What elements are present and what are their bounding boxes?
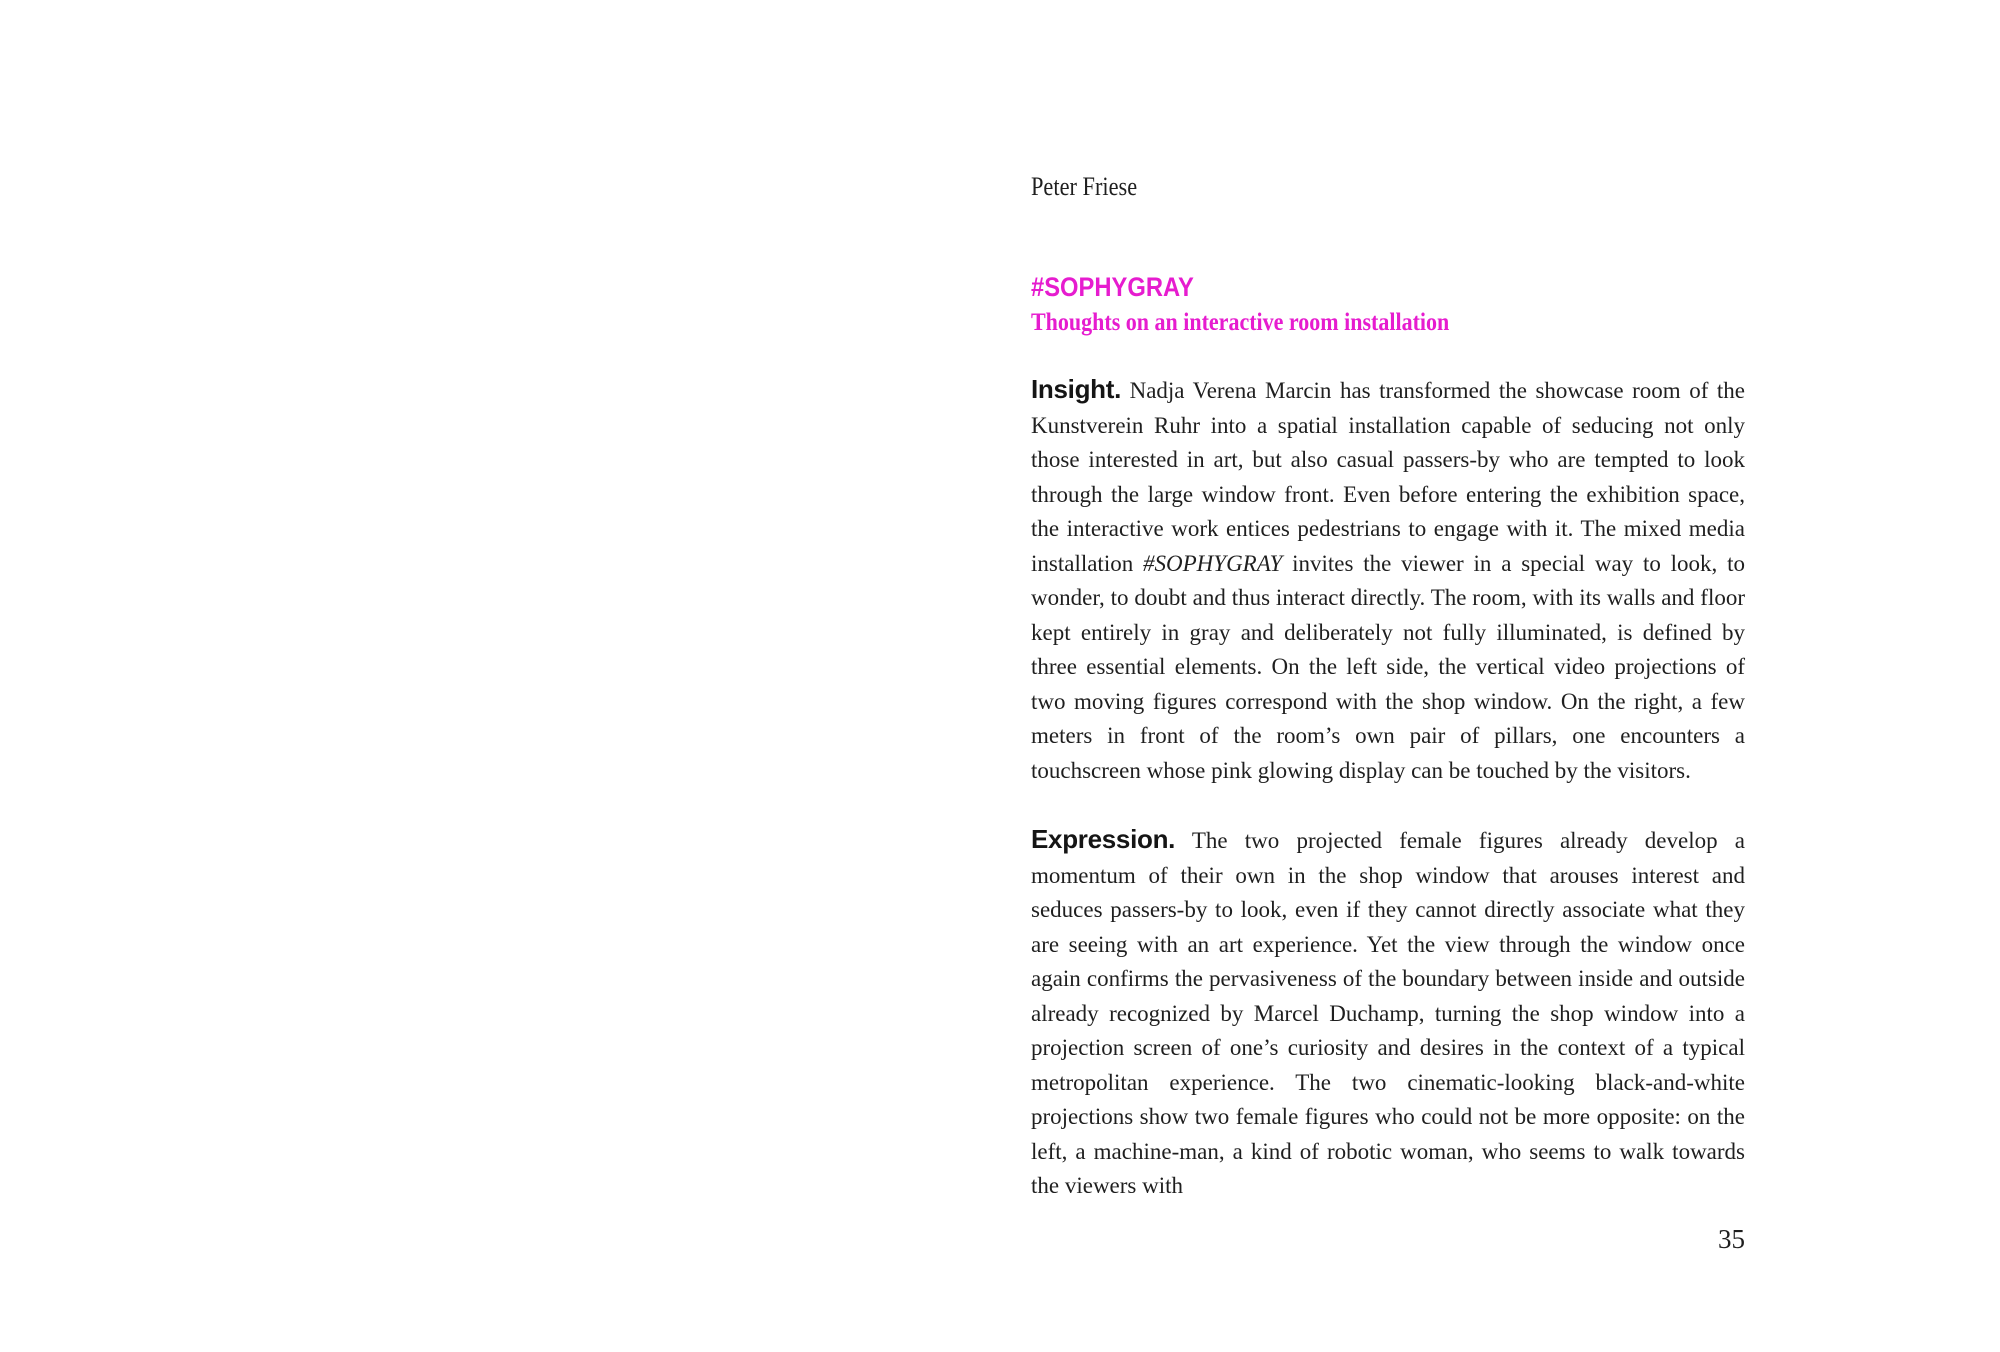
paragraph-expression — [1031, 822, 1745, 1204]
paragraph-lead-expression: Expression. — [1031, 824, 1176, 854]
paragraph-text: Nadja Verena Marcin has transformed the showcase room of the Kunstverein Ruhr into a spatial installation capable of seducing not only those interested in art, but also casual passers-by who are tempted to look through the large window front. Even before entering the exhibition space, the interactive work entices pedestrians to engage with it. The mixed media installation — [1031, 378, 1746, 576]
text-column — [1031, 170, 1745, 1204]
paragraph-emphasis: #SOPHYGRAY — [1143, 550, 1283, 576]
page-number: 35 — [1718, 1224, 1745, 1254]
paragraph-text: invites the viewer in a special way to look, to wonder, to doubt and thus interact directly. The room, with its walls and floor kept entirely in gray and deliberately not fully illuminated, is defined by three essential elements. On the left side, the vertical video projections of two moving figures correspond with the shop window. On the right, a few meters in front of the room’s own pair of pillars, one encounters a touchscreen whose pink glowing display can be touched by the visitors. — [1031, 550, 1745, 783]
paragraph-text: The two projected female figures already develop a momentum of their own in the shop window that arouses interest and seduces passers-by to look, even if they cannot directly associate what they are seeing with an art experience. Yet the view through the window once again confirms the pervasiveness of the boundary between inside and outside already recognized by Marcel Duchamp, turning the shop window into a projection screen of one’s curiosity and desires in the context of a typical metropolitan experience. The two cinematic-looking black-and-white projections show two female figures who could not be more opposite: on the left, a machine-man, a kind of robotic woman, who seems to walk towards the viewers with — [1031, 828, 1745, 1198]
paragraph-lead-insight: Insight. — [1031, 374, 1122, 404]
paragraph-insight — [1031, 372, 1745, 788]
article-title: #SOPHYGRAY — [1031, 272, 1194, 302]
article-subtitle: Thoughts on an interactive room installation — [1031, 309, 1450, 336]
author-name: Peter Friese — [1031, 172, 1138, 201]
